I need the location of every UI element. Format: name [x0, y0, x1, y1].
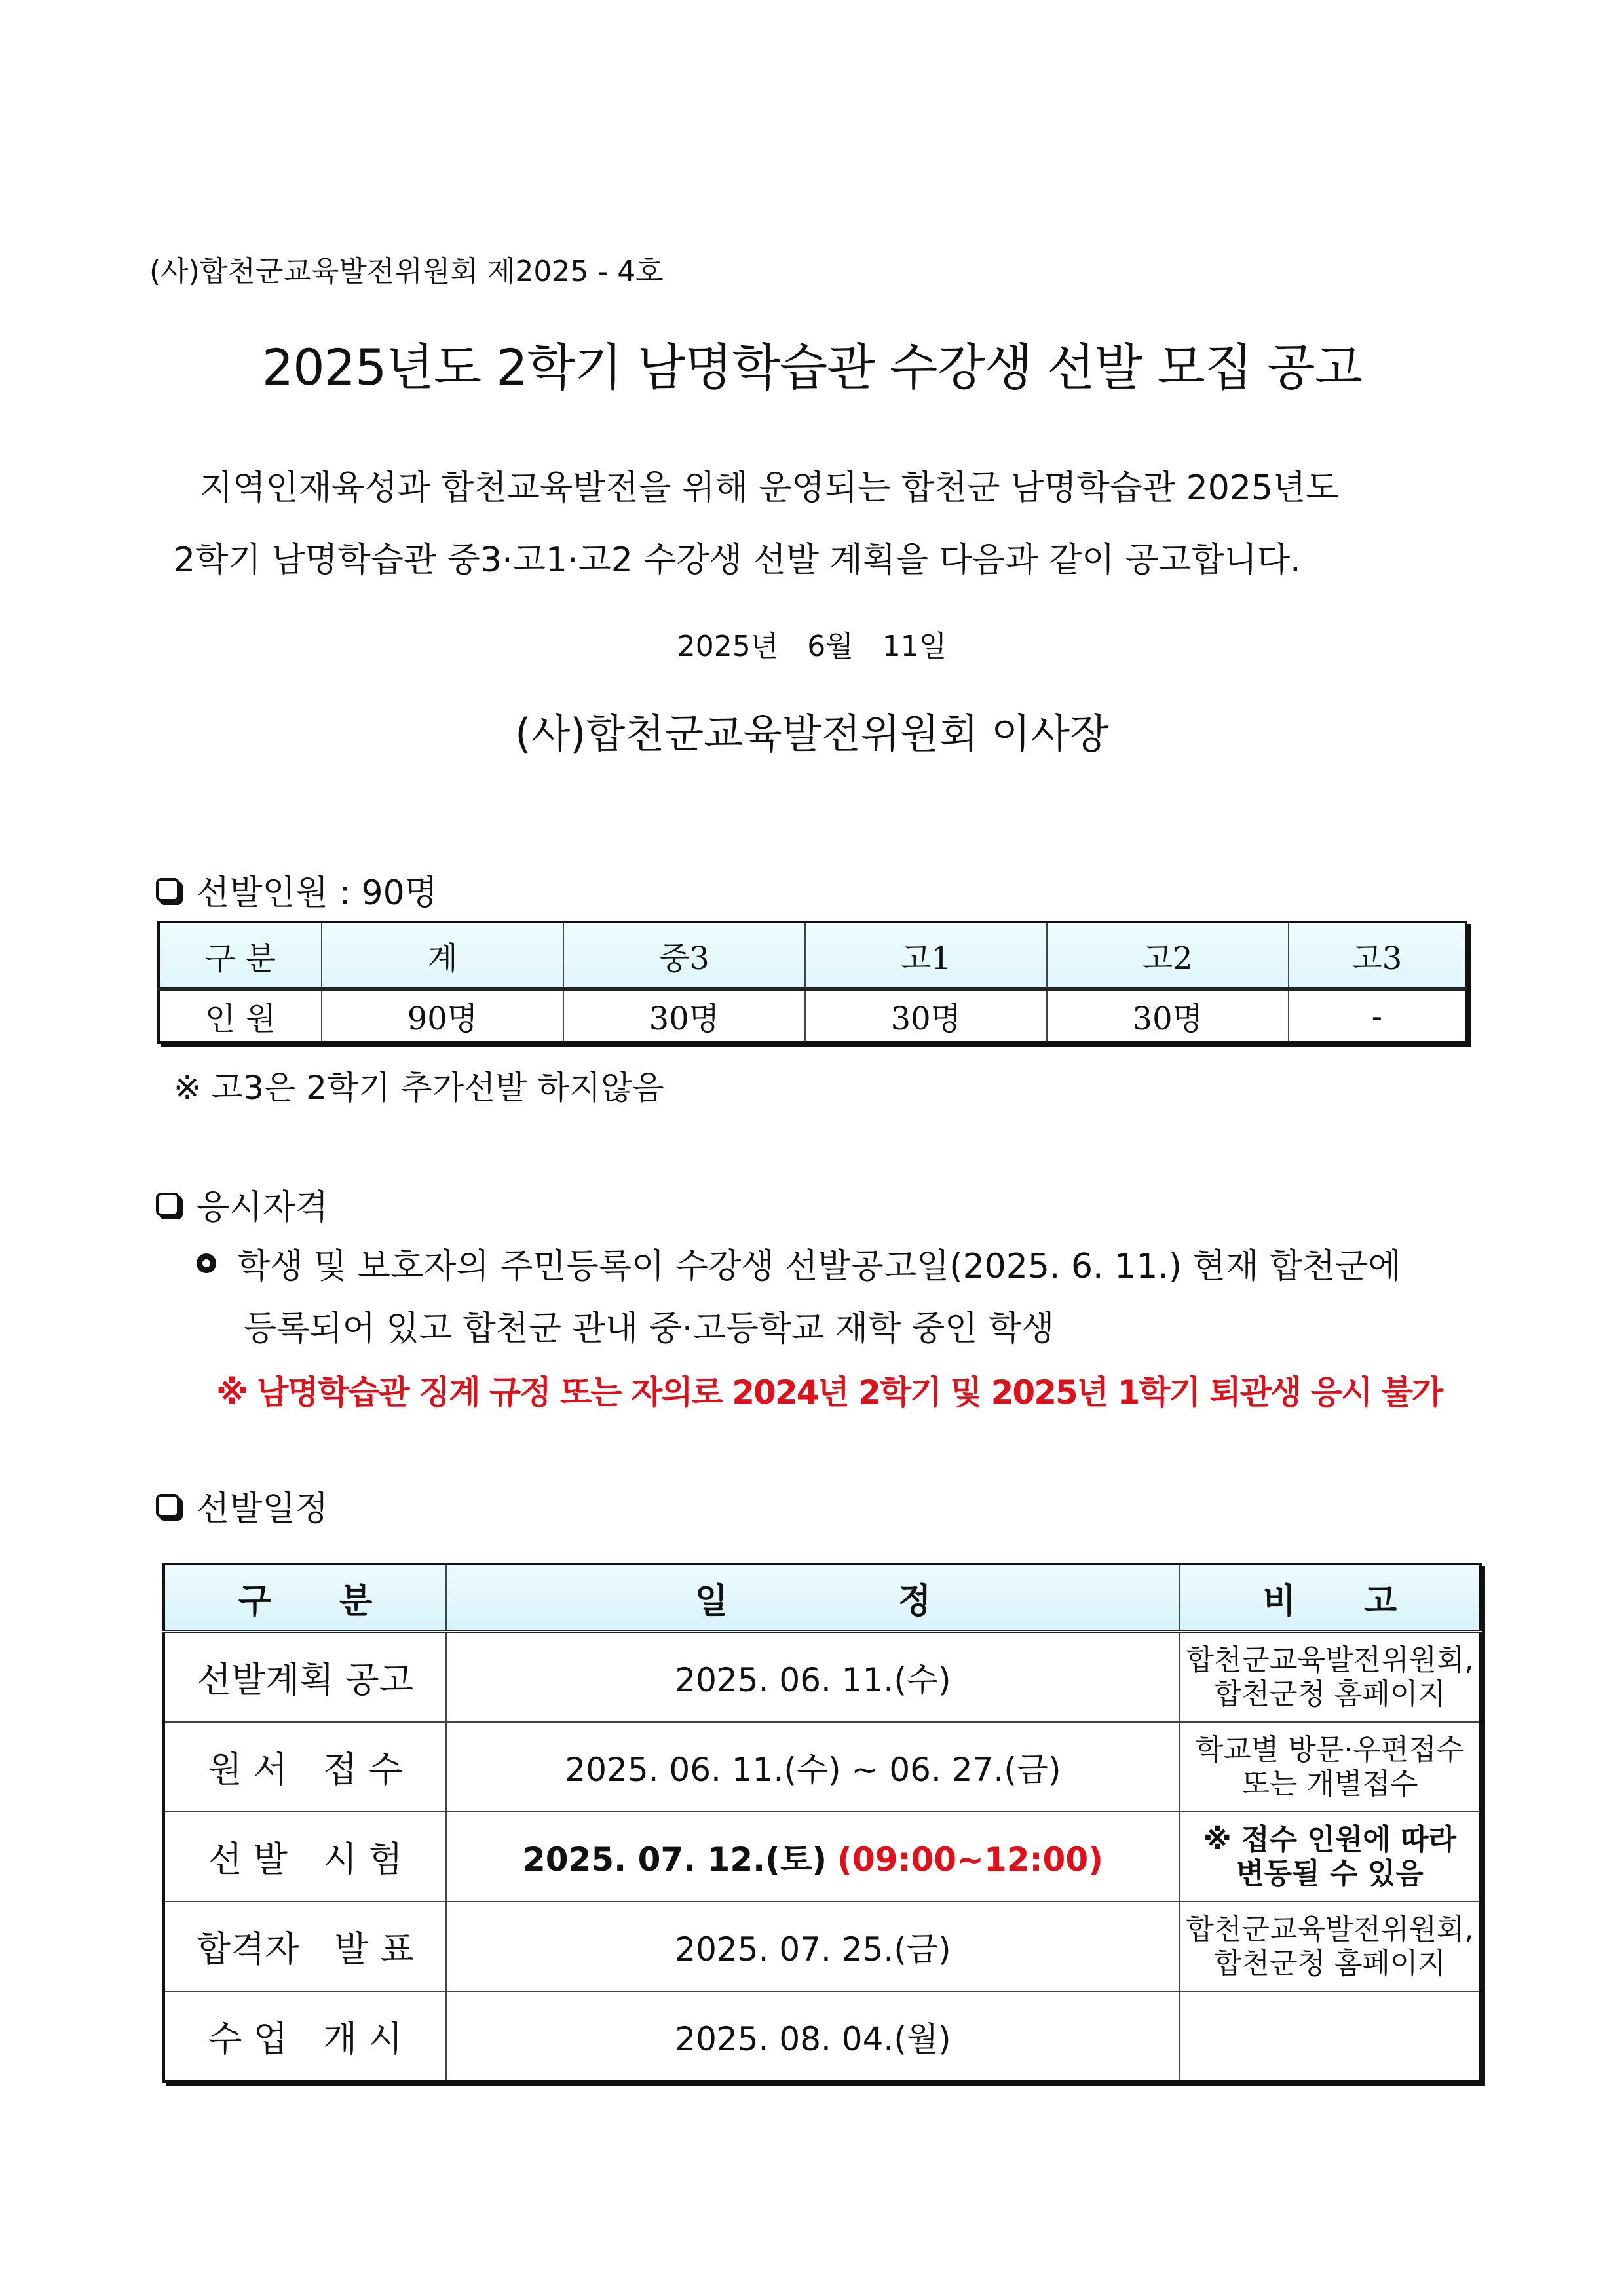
intro-line-2: 2학기 남명학습관 중3·고1·고2 수강생 선발 계획을 다음과 같이 공고합니다. [174, 541, 1301, 580]
table-header-cell: 계 [322, 922, 563, 989]
schedule-note [1180, 1902, 1481, 1991]
table-row [159, 989, 1466, 1043]
schedule-category: 선발계획 공고 [164, 1632, 446, 1723]
schedule-note [1180, 1722, 1481, 1812]
issuer: (사)합천군교육발전위원회 이사장 [515, 710, 1109, 757]
schedule-category: 합격자 발 표 [164, 1902, 446, 1991]
table-header-row [164, 1564, 1481, 1632]
note-line: 합천군교육발전위원회, [1186, 1912, 1474, 1946]
table-header-cell: 중3 [563, 922, 805, 989]
table-row [164, 1722, 1481, 1812]
table-cell: - [1289, 989, 1466, 1043]
section-title-eligibility [156, 1179, 328, 1229]
note-line: 합천군청 홈페이지 [1213, 1677, 1446, 1711]
table-header-cell: 고3 [1289, 922, 1466, 989]
section-title-quota [156, 865, 438, 914]
intro-paragraph [174, 452, 1471, 596]
checkbox-square-icon [156, 1494, 179, 1518]
schedule-category: 원 서 접 수 [164, 1722, 446, 1812]
schedule-note [1180, 1632, 1481, 1723]
note-line: 합천군교육발전위원회, [1186, 1643, 1474, 1677]
quota-table [157, 921, 1467, 1044]
eligibility-line-1 [197, 1238, 1401, 1288]
checkbox-square-icon [156, 1193, 179, 1216]
table-header-cell: 비 고 [1180, 1564, 1481, 1632]
exam-time: (09:00~12:00) [837, 1840, 1103, 1879]
schedule-date: 2025. 06. 11.(수) [446, 1632, 1180, 1723]
table-header-cell: 고1 [805, 922, 1047, 989]
schedule-date: 2025. 06. 11.(수) ~ 06. 27.(금) [446, 1722, 1180, 1812]
schedule-note [1180, 1812, 1481, 1902]
announcement-date: 2025년 6월 11일 [677, 630, 947, 663]
intro-line-1: 지역인재육성과 합천교육발전을 위해 운영되는 합천군 남명학습관 2025년도 [200, 469, 1339, 508]
note-line: 합천군청 홈페이지 [1213, 1946, 1446, 1980]
table-cell: 30명 [563, 989, 805, 1043]
schedule-category: 선 발 시 험 [164, 1812, 446, 1902]
note-line: 또는 개별접수 [1241, 1767, 1418, 1801]
schedule-date: 2025. 08. 04.(월) [446, 1991, 1180, 2082]
table-cell: 30명 [805, 989, 1047, 1043]
eligibility-line-2: 등록되어 있고 합천군 관내 중·고등학교 재학 중인 학생 [244, 1309, 1055, 1349]
schedule-date [446, 1812, 1180, 1902]
schedule-table [162, 1563, 1482, 2083]
table-header-cell: 구 분 [159, 922, 322, 989]
table-header-cell: 구 분 [164, 1564, 446, 1632]
checkbox-square-icon [156, 878, 179, 902]
schedule-note [1180, 1991, 1481, 2082]
eligibility-text: 학생 및 보호자의 주민등록이 수강생 선발공고일(2025. 6. 11.) 현재 합천군에 [237, 1247, 1401, 1286]
document-number: (사)합천군교육발전위원회 제2025 - 4호 [149, 255, 664, 288]
section-title-text: 응시자격 [197, 1188, 328, 1227]
table-header-row [159, 922, 1466, 989]
note-line: ※ 접수 인원에 따라 [1203, 1822, 1457, 1856]
table-header-cell: 고2 [1047, 922, 1289, 989]
table-row [164, 1991, 1481, 2082]
section-title-text: 선발일정 [197, 1489, 328, 1529]
schedule-date: 2025. 07. 25.(금) [446, 1902, 1180, 1991]
bullet-circle-icon [197, 1253, 216, 1273]
table-cell: 90명 [322, 989, 563, 1043]
table-row [164, 1902, 1481, 1991]
schedule-category: 수 업 개 시 [164, 1991, 446, 2082]
page-title: 2025년도 2학기 남명학습관 수강생 선발 모집 공고 [261, 338, 1363, 396]
note-line: 학교별 방문·우편접수 [1195, 1732, 1465, 1767]
exam-date: 2025. 07. 12.(토) [523, 1840, 827, 1879]
table-row [164, 1812, 1481, 1902]
quota-note: ※ 고3은 2학기 추가선발 하지않음 [174, 1069, 664, 1107]
section-title-text: 선발인원 : 90명 [197, 873, 438, 913]
section-title-schedule [156, 1481, 328, 1530]
table-header-cell: 일 정 [446, 1564, 1180, 1632]
table-row [164, 1632, 1481, 1723]
note-line: 변동될 수 있음 [1236, 1856, 1424, 1890]
table-cell: 인 원 [159, 989, 322, 1043]
table-cell: 30명 [1047, 989, 1289, 1043]
eligibility-warning: ※ 남명학습관 징계 규정 또는 자의로 2024년 2학기 및 2025년 1학기 퇴관생 응시 불가 [216, 1373, 1443, 1411]
